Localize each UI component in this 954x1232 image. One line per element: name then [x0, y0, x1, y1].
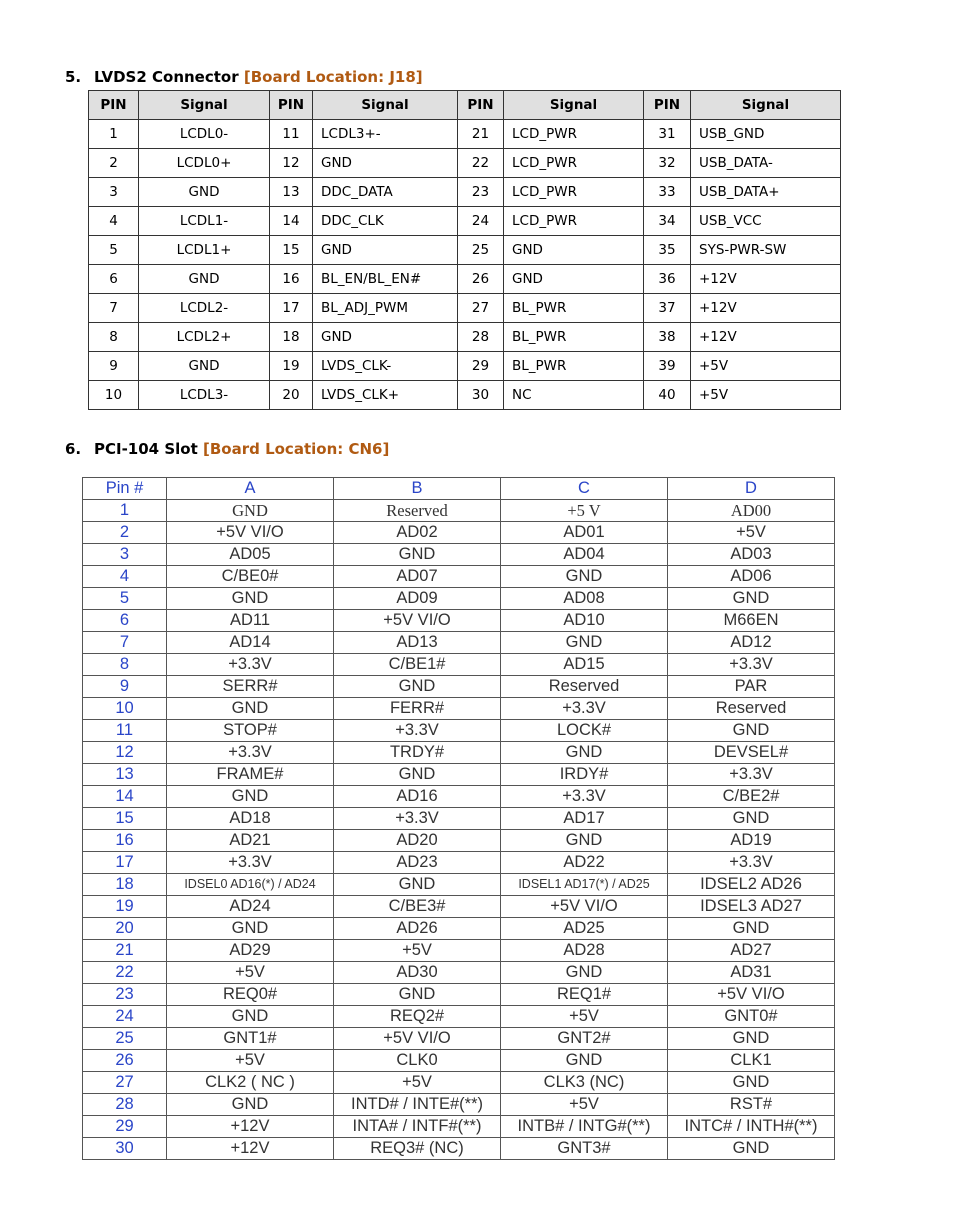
signal-cell: M66EN — [668, 610, 835, 632]
lvds-col-header: PIN — [270, 91, 313, 120]
signal-cell: INTA# / INTF#(**) — [334, 1116, 501, 1138]
signal-cell: RST# — [668, 1094, 835, 1116]
pin-number-cell: 28 — [83, 1094, 167, 1116]
signal-cell: LCDL0+ — [139, 149, 270, 178]
table-row — [89, 207, 841, 236]
lvds-header-row — [89, 91, 841, 120]
pci-header-row — [83, 478, 835, 500]
table-row — [89, 265, 841, 294]
signal-cell: IDSEL1 AD17(*) / AD25 — [501, 874, 668, 896]
signal-cell: GND — [167, 500, 334, 522]
signal-cell: DDC_DATA — [313, 178, 458, 207]
pin-number-cell: 15 — [83, 808, 167, 830]
pci-col-header: A — [167, 478, 334, 500]
signal-cell: GND — [501, 742, 668, 764]
signal-cell: AD28 — [501, 940, 668, 962]
pci-section-number: 6. — [65, 440, 82, 458]
pin-number-cell: 27 — [458, 294, 504, 323]
signal-cell: AD18 — [167, 808, 334, 830]
signal-cell: Reserved — [334, 500, 501, 522]
table-row — [83, 654, 835, 676]
lvds-col-header: PIN — [89, 91, 139, 120]
signal-cell: LVDS_CLK- — [313, 352, 458, 381]
signal-cell: +5V — [691, 381, 841, 410]
signal-cell: +12V — [167, 1116, 334, 1138]
pin-number-cell: 16 — [270, 265, 313, 294]
signal-cell: INTB# / INTG#(**) — [501, 1116, 668, 1138]
signal-cell: AD04 — [501, 544, 668, 566]
signal-cell: USB_DATA- — [691, 149, 841, 178]
signal-cell: FERR# — [334, 698, 501, 720]
lvds-section-heading — [65, 68, 423, 86]
signal-cell: LOCK# — [501, 720, 668, 742]
signal-cell: GNT1# — [167, 1028, 334, 1050]
table-row — [83, 610, 835, 632]
signal-cell: GND — [668, 808, 835, 830]
pin-number-cell: 39 — [644, 352, 691, 381]
signal-cell: GND — [501, 566, 668, 588]
pin-number-cell: 21 — [458, 120, 504, 149]
signal-cell: +5V — [167, 1050, 334, 1072]
table-row — [83, 742, 835, 764]
signal-cell: AD14 — [167, 632, 334, 654]
signal-cell: AD26 — [334, 918, 501, 940]
signal-cell: AD15 — [501, 654, 668, 676]
table-row — [83, 808, 835, 830]
pin-number-cell: 21 — [83, 940, 167, 962]
signal-cell: +5V — [668, 522, 835, 544]
signal-cell: CLK2 ( NC ) — [167, 1072, 334, 1094]
pin-number-cell: 14 — [83, 786, 167, 808]
pci-col-header: D — [668, 478, 835, 500]
signal-cell: GND — [167, 918, 334, 940]
signal-cell: GND — [668, 918, 835, 940]
pin-number-cell: 18 — [270, 323, 313, 352]
signal-cell: REQ0# — [167, 984, 334, 1006]
signal-cell: USB_GND — [691, 120, 841, 149]
signal-cell: GND — [313, 149, 458, 178]
table-row — [89, 120, 841, 149]
lvds-col-header: PIN — [458, 91, 504, 120]
table-row — [83, 588, 835, 610]
table-row — [83, 1006, 835, 1028]
table-row — [83, 984, 835, 1006]
pin-number-cell: 12 — [83, 742, 167, 764]
signal-cell: GND — [501, 1050, 668, 1072]
signal-cell: USB_DATA+ — [691, 178, 841, 207]
signal-cell: +5V VI/O — [334, 1028, 501, 1050]
signal-cell: +5V — [501, 1006, 668, 1028]
signal-cell: C/BE3# — [334, 896, 501, 918]
signal-cell: AD30 — [334, 962, 501, 984]
signal-cell: AD06 — [668, 566, 835, 588]
pin-number-cell: 7 — [83, 632, 167, 654]
table-row — [83, 1072, 835, 1094]
table-row — [89, 178, 841, 207]
signal-cell: IDSEL2 AD26 — [668, 874, 835, 896]
table-row — [89, 323, 841, 352]
signal-cell: AD03 — [668, 544, 835, 566]
signal-cell: AD10 — [501, 610, 668, 632]
signal-cell: AD29 — [167, 940, 334, 962]
pin-number-cell: 26 — [83, 1050, 167, 1072]
pci-section-title: PCI-104 Slot — [94, 440, 198, 458]
pin-number-cell: 4 — [89, 207, 139, 236]
pin-number-cell: 22 — [458, 149, 504, 178]
pin-number-cell: 10 — [83, 698, 167, 720]
signal-cell: GND — [504, 265, 644, 294]
pin-number-cell: 24 — [458, 207, 504, 236]
lvds-pinout-table — [88, 90, 841, 410]
pin-number-cell: 35 — [644, 236, 691, 265]
lvds-col-header: Signal — [504, 91, 644, 120]
pin-number-cell: 18 — [83, 874, 167, 896]
pin-number-cell: 38 — [644, 323, 691, 352]
signal-cell: +5V — [334, 940, 501, 962]
signal-cell: NC — [504, 381, 644, 410]
pin-number-cell: 25 — [458, 236, 504, 265]
pin-number-cell: 23 — [458, 178, 504, 207]
pci104-pinout-table — [82, 477, 835, 1160]
table-row — [83, 962, 835, 984]
table-row — [89, 294, 841, 323]
signal-cell: DDC_CLK — [313, 207, 458, 236]
table-row — [83, 918, 835, 940]
signal-cell: AD02 — [334, 522, 501, 544]
pin-number-cell: 34 — [644, 207, 691, 236]
signal-cell: GND — [334, 874, 501, 896]
pin-number-cell: 4 — [83, 566, 167, 588]
signal-cell: GND — [313, 323, 458, 352]
pin-number-cell: 11 — [270, 120, 313, 149]
pin-number-cell: 14 — [270, 207, 313, 236]
signal-cell: GND — [139, 265, 270, 294]
table-row — [83, 896, 835, 918]
signal-cell: +3.3V — [501, 786, 668, 808]
lvds-col-header: Signal — [691, 91, 841, 120]
signal-cell: AD07 — [334, 566, 501, 588]
signal-cell: AD01 — [501, 522, 668, 544]
pin-number-cell: 17 — [270, 294, 313, 323]
pin-number-cell: 28 — [458, 323, 504, 352]
pin-number-cell: 19 — [83, 896, 167, 918]
pin-number-cell: 31 — [644, 120, 691, 149]
signal-cell: GNT2# — [501, 1028, 668, 1050]
pin-number-cell: 15 — [270, 236, 313, 265]
signal-cell: +12V — [167, 1138, 334, 1160]
signal-cell: +5V — [691, 352, 841, 381]
signal-cell: REQ1# — [501, 984, 668, 1006]
pci-col-header: Pin # — [83, 478, 167, 500]
signal-cell: GND — [139, 352, 270, 381]
pin-number-cell: 3 — [83, 544, 167, 566]
signal-cell: +5V VI/O — [501, 896, 668, 918]
table-row — [83, 1028, 835, 1050]
signal-cell: +5V VI/O — [167, 522, 334, 544]
pin-number-cell: 19 — [270, 352, 313, 381]
pin-number-cell: 12 — [270, 149, 313, 178]
table-row — [89, 352, 841, 381]
signal-cell: GND — [334, 676, 501, 698]
signal-cell: +5V VI/O — [334, 610, 501, 632]
pin-number-cell: 24 — [83, 1006, 167, 1028]
signal-cell: C/BE2# — [668, 786, 835, 808]
signal-cell: +5 V — [501, 500, 668, 522]
signal-cell: REQ3# (NC) — [334, 1138, 501, 1160]
signal-cell: GND — [334, 984, 501, 1006]
signal-cell: AD23 — [334, 852, 501, 874]
signal-cell: GND — [501, 830, 668, 852]
signal-cell: AD22 — [501, 852, 668, 874]
table-row — [83, 1050, 835, 1072]
signal-cell: AD24 — [167, 896, 334, 918]
pin-number-cell: 32 — [644, 149, 691, 178]
signal-cell: BL_EN/BL_EN# — [313, 265, 458, 294]
signal-cell: +3.3V — [167, 654, 334, 676]
signal-cell: C/BE0# — [167, 566, 334, 588]
lvds-board-location: [Board Location: J18] — [243, 68, 423, 86]
signal-cell: GND — [504, 236, 644, 265]
signal-cell: GNT3# — [501, 1138, 668, 1160]
pin-number-cell: 20 — [83, 918, 167, 940]
signal-cell: GND — [501, 962, 668, 984]
pin-number-cell: 37 — [644, 294, 691, 323]
signal-cell: +12V — [691, 323, 841, 352]
signal-cell: AD19 — [668, 830, 835, 852]
signal-cell: INTD# / INTE#(**) — [334, 1094, 501, 1116]
signal-cell: GND — [139, 178, 270, 207]
signal-cell: BL_ADJ_PWM — [313, 294, 458, 323]
pin-number-cell: 23 — [83, 984, 167, 1006]
signal-cell: IDSEL3 AD27 — [668, 896, 835, 918]
signal-cell: GND — [334, 544, 501, 566]
signal-cell: +3.3V — [668, 852, 835, 874]
signal-cell: CLK3 (NC) — [501, 1072, 668, 1094]
signal-cell: +3.3V — [501, 698, 668, 720]
pin-number-cell: 22 — [83, 962, 167, 984]
lvds-section-title: LVDS2 Connector — [94, 68, 239, 86]
signal-cell: LCDL3+- — [313, 120, 458, 149]
table-row — [83, 676, 835, 698]
signal-cell: +3.3V — [668, 764, 835, 786]
table-row — [83, 1116, 835, 1138]
signal-cell: BL_PWR — [504, 294, 644, 323]
pin-number-cell: 27 — [83, 1072, 167, 1094]
table-row — [83, 544, 835, 566]
table-row — [83, 566, 835, 588]
signal-cell: GND — [167, 698, 334, 720]
pci-col-header: C — [501, 478, 668, 500]
table-row — [83, 522, 835, 544]
signal-cell: GND — [313, 236, 458, 265]
table-row — [83, 940, 835, 962]
table-row — [83, 874, 835, 896]
pin-number-cell: 5 — [89, 236, 139, 265]
signal-cell: +5V — [167, 962, 334, 984]
signal-cell: AD21 — [167, 830, 334, 852]
signal-cell: AD09 — [334, 588, 501, 610]
signal-cell: INTC# / INTH#(**) — [668, 1116, 835, 1138]
signal-cell: DEVSEL# — [668, 742, 835, 764]
table-row — [83, 500, 835, 522]
signal-cell: SERR# — [167, 676, 334, 698]
signal-cell: AD31 — [668, 962, 835, 984]
signal-cell: AD13 — [334, 632, 501, 654]
pin-number-cell: 17 — [83, 852, 167, 874]
signal-cell: CLK0 — [334, 1050, 501, 1072]
pin-number-cell: 2 — [83, 522, 167, 544]
signal-cell: LCD_PWR — [504, 207, 644, 236]
signal-cell: GND — [668, 588, 835, 610]
pin-number-cell: 8 — [83, 654, 167, 676]
signal-cell: +5V — [334, 1072, 501, 1094]
signal-cell: LCDL1- — [139, 207, 270, 236]
pin-number-cell: 2 — [89, 149, 139, 178]
signal-cell: TRDY# — [334, 742, 501, 764]
signal-cell: +12V — [691, 294, 841, 323]
signal-cell: SYS-PWR-SW — [691, 236, 841, 265]
signal-cell: +5V VI/O — [668, 984, 835, 1006]
signal-cell: GNT0# — [668, 1006, 835, 1028]
pin-number-cell: 1 — [89, 120, 139, 149]
pin-number-cell: 9 — [83, 676, 167, 698]
signal-cell: GND — [167, 1094, 334, 1116]
signal-cell: LCDL2+ — [139, 323, 270, 352]
pin-number-cell: 36 — [644, 265, 691, 294]
signal-cell: LCD_PWR — [504, 178, 644, 207]
signal-cell: +3.3V — [334, 720, 501, 742]
signal-cell: AD12 — [668, 632, 835, 654]
pin-number-cell: 9 — [89, 352, 139, 381]
pin-number-cell: 5 — [83, 588, 167, 610]
signal-cell: +3.3V — [167, 852, 334, 874]
signal-cell: Reserved — [668, 698, 835, 720]
signal-cell: GND — [668, 720, 835, 742]
signal-cell: GND — [334, 764, 501, 786]
pin-number-cell: 16 — [83, 830, 167, 852]
lvds-col-header: PIN — [644, 91, 691, 120]
signal-cell: GND — [167, 1006, 334, 1028]
pin-number-cell: 13 — [270, 178, 313, 207]
pin-number-cell: 7 — [89, 294, 139, 323]
pin-number-cell: 3 — [89, 178, 139, 207]
signal-cell: AD08 — [501, 588, 668, 610]
pin-number-cell: 25 — [83, 1028, 167, 1050]
pin-number-cell: 13 — [83, 764, 167, 786]
signal-cell: GND — [167, 786, 334, 808]
table-row — [83, 764, 835, 786]
signal-cell: LCD_PWR — [504, 120, 644, 149]
pin-number-cell: 29 — [458, 352, 504, 381]
pin-number-cell: 1 — [83, 500, 167, 522]
signal-cell: AD27 — [668, 940, 835, 962]
signal-cell: USB_VCC — [691, 207, 841, 236]
signal-cell: IDSEL0 AD16(*) / AD24 — [167, 874, 334, 896]
signal-cell: GND — [668, 1028, 835, 1050]
pin-number-cell: 8 — [89, 323, 139, 352]
signal-cell: BL_PWR — [504, 352, 644, 381]
signal-cell: +3.3V — [334, 808, 501, 830]
signal-cell: PAR — [668, 676, 835, 698]
signal-cell: +5V — [501, 1094, 668, 1116]
signal-cell: AD05 — [167, 544, 334, 566]
pin-number-cell: 29 — [83, 1116, 167, 1138]
signal-cell: AD11 — [167, 610, 334, 632]
signal-cell: GND — [668, 1138, 835, 1160]
signal-cell: LCDL3- — [139, 381, 270, 410]
signal-cell: C/BE1# — [334, 654, 501, 676]
table-row — [83, 1138, 835, 1160]
table-row — [83, 698, 835, 720]
pin-number-cell: 26 — [458, 265, 504, 294]
pin-number-cell: 20 — [270, 381, 313, 410]
signal-cell: LCDL1+ — [139, 236, 270, 265]
signal-cell: AD25 — [501, 918, 668, 940]
signal-cell: LCDL2- — [139, 294, 270, 323]
pci-col-header: B — [334, 478, 501, 500]
signal-cell: GND — [501, 632, 668, 654]
signal-cell: CLK1 — [668, 1050, 835, 1072]
signal-cell: AD00 — [668, 500, 835, 522]
table-row — [83, 830, 835, 852]
lvds-col-header: Signal — [313, 91, 458, 120]
signal-cell: IRDY# — [501, 764, 668, 786]
signal-cell: AD20 — [334, 830, 501, 852]
table-row — [83, 1094, 835, 1116]
signal-cell: LVDS_CLK+ — [313, 381, 458, 410]
pin-number-cell: 10 — [89, 381, 139, 410]
table-row — [89, 236, 841, 265]
pci-board-location: [Board Location: CN6] — [203, 440, 390, 458]
signal-cell: Reserved — [501, 676, 668, 698]
signal-cell: REQ2# — [334, 1006, 501, 1028]
lvds-col-header: Signal — [139, 91, 270, 120]
signal-cell: BL_PWR — [504, 323, 644, 352]
signal-cell: AD16 — [334, 786, 501, 808]
signal-cell: STOP# — [167, 720, 334, 742]
signal-cell: GND — [167, 588, 334, 610]
signal-cell: AD17 — [501, 808, 668, 830]
signal-cell: +3.3V — [167, 742, 334, 764]
lvds-section-number: 5. — [65, 68, 82, 86]
table-row — [89, 149, 841, 178]
signal-cell: LCD_PWR — [504, 149, 644, 178]
pin-number-cell: 40 — [644, 381, 691, 410]
table-row — [83, 632, 835, 654]
pin-number-cell: 30 — [83, 1138, 167, 1160]
pin-number-cell: 33 — [644, 178, 691, 207]
pin-number-cell: 30 — [458, 381, 504, 410]
pci-section-heading — [65, 440, 389, 458]
signal-cell: +12V — [691, 265, 841, 294]
table-row — [83, 786, 835, 808]
table-row — [83, 852, 835, 874]
signal-cell: GND — [668, 1072, 835, 1094]
table-row — [83, 720, 835, 742]
pin-number-cell: 11 — [83, 720, 167, 742]
signal-cell: +3.3V — [668, 654, 835, 676]
pin-number-cell: 6 — [89, 265, 139, 294]
table-row — [89, 381, 841, 410]
pin-number-cell: 6 — [83, 610, 167, 632]
signal-cell: LCDL0- — [139, 120, 270, 149]
signal-cell: FRAME# — [167, 764, 334, 786]
